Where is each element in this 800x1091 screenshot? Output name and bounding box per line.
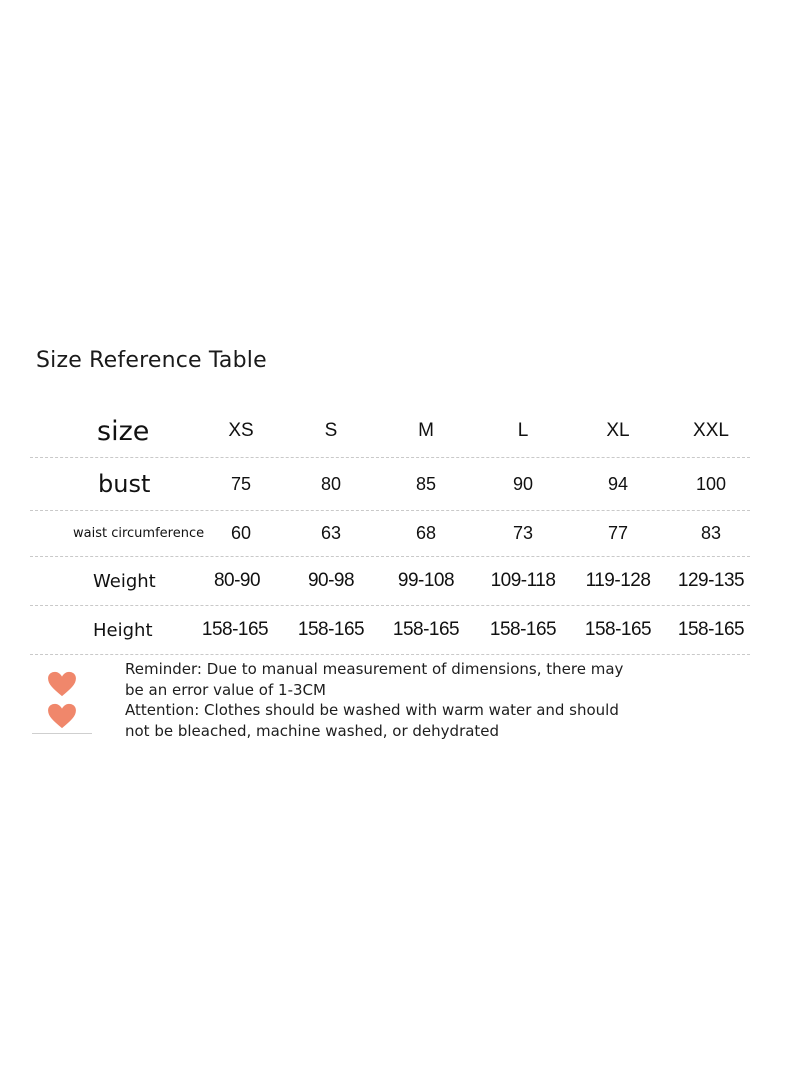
table-cell: 158-165 [201,619,269,640]
heart-icon [47,671,77,697]
table-cell: S [324,420,338,441]
table-cell: 99-108 [397,570,455,591]
table-cell: 109-118 [490,570,556,591]
reminder-note: Reminder: Due to manual measurement of dimensions, there may be an error value of 1-3CM [125,660,624,699]
row-label: waist circumference [73,526,205,541]
row-label: Height [93,619,153,641]
table-cell: 94 [607,473,629,494]
table-cell: 77 [607,523,629,543]
heart-icon [47,703,77,729]
table-cell: 80-90 [213,570,261,591]
table-cell: 80 [320,473,342,494]
row-label: bust [98,470,151,498]
row-label: Weight [93,570,156,592]
table-cell: XXL [693,420,729,441]
table-cell: XS [228,420,254,441]
table-cell: 83 [700,523,722,543]
table-cell: L [517,420,529,441]
table-cell: 158-165 [297,619,365,640]
table-cell: 158-165 [677,619,745,640]
page-title: Size Reference Table [36,348,267,373]
table-cell: M [418,420,434,441]
table-cell: 85 [415,473,437,494]
table-cell: 129-135 [677,570,745,591]
table-row-waist [30,511,750,557]
table-row-size [30,405,750,458]
table-cell: 60 [230,523,252,543]
table-cell: 100 [695,473,727,494]
table-cell: 158-165 [489,619,557,640]
row-label: size [97,415,150,447]
table-cell: 63 [320,523,342,543]
table-cell: 90 [512,473,534,494]
size-reference-table [30,405,750,655]
table-cell: 75 [230,473,252,494]
notes-section [0,658,800,758]
table-cell: 90-98 [307,570,355,591]
table-cell: 119-128 [585,570,651,591]
divider [32,733,92,734]
table-cell: 158-165 [392,619,460,640]
table-row-height [30,606,750,655]
table-row-bust [30,458,750,511]
table-cell: 158-165 [584,619,652,640]
table-cell: 73 [512,523,534,543]
table-row-weight [30,557,750,606]
attention-note: Attention: Clothes should be washed with warm water and should not be bleached, machine washed, or dehydrated [125,701,619,740]
table-cell: XL [606,420,630,441]
table-cell: 68 [415,523,437,543]
